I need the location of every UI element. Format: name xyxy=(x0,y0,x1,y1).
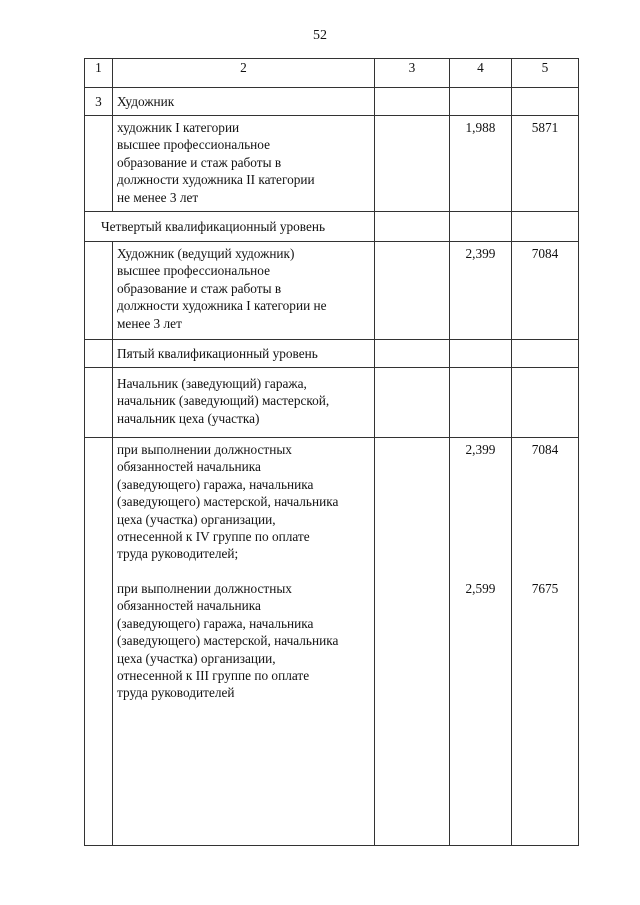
header-col-3: 3 xyxy=(375,59,450,88)
duties-group-iv: при выполнении должностных обязанностей начальника (заведующего) гаража, начальника (заведующего) мастерской, начальника цеха (участка) организации, отнесенной к IV группе по оплате труда руководителей; xyxy=(117,442,339,562)
table-row-lead-artist xyxy=(85,242,579,340)
row-number: 3 xyxy=(85,88,113,116)
position-description: художник I категории высшее профессиональное образование и стаж работы в должности художника II категории не менее 3 лет xyxy=(113,116,375,212)
table-row-level-5 xyxy=(85,340,579,368)
duties-description xyxy=(113,438,375,846)
table-row-artist-first-category xyxy=(85,116,579,212)
salary-value: 5871 xyxy=(512,116,579,212)
table-row-garage-head xyxy=(85,368,579,438)
page-number: 52 xyxy=(313,28,327,43)
salary-table xyxy=(84,58,579,846)
position-name: Художник xyxy=(113,88,375,116)
table-row-level-4 xyxy=(85,212,579,242)
table-row-artist-group xyxy=(85,88,579,116)
position-description: Начальник (заведующий) гаража, начальник (заведующий) мастерской, начальник цеха (участка) xyxy=(113,368,375,438)
duties-group-iii: при выполнении должностных обязанностей начальника (заведующего) гаража, начальника (заведующего) мастерской, начальника цеха (участка) организации, отнесенной к III группе по оплате труда руководителей xyxy=(117,581,339,701)
coefficient-values xyxy=(450,438,512,846)
salary-value: 7084 xyxy=(531,442,559,457)
position-description: Художник (ведущий художник) высшее профессиональное образование и стаж работы в должности художника I категории не менее 3 лет xyxy=(113,242,375,340)
salary-value: 7084 xyxy=(512,242,579,340)
coefficient-value: 1,988 xyxy=(450,116,512,212)
header-col-2: 2 xyxy=(113,59,375,88)
header-col-5: 5 xyxy=(512,59,579,88)
qualification-level-label: Четвертый квалификационный уровень xyxy=(85,212,375,242)
table-row-garage-head-duties xyxy=(85,438,579,846)
salary-values xyxy=(512,438,579,846)
header-col-4: 4 xyxy=(450,59,512,88)
qualification-level-label: Пятый квалификационный уровень xyxy=(113,340,375,368)
coefficient-value: 2,399 xyxy=(465,442,496,457)
coefficient-value: 2,599 xyxy=(465,581,496,596)
coefficient-value: 2,399 xyxy=(450,242,512,340)
table-header-row xyxy=(85,59,579,88)
header-col-1: 1 xyxy=(85,59,113,88)
salary-value: 7675 xyxy=(531,581,559,596)
